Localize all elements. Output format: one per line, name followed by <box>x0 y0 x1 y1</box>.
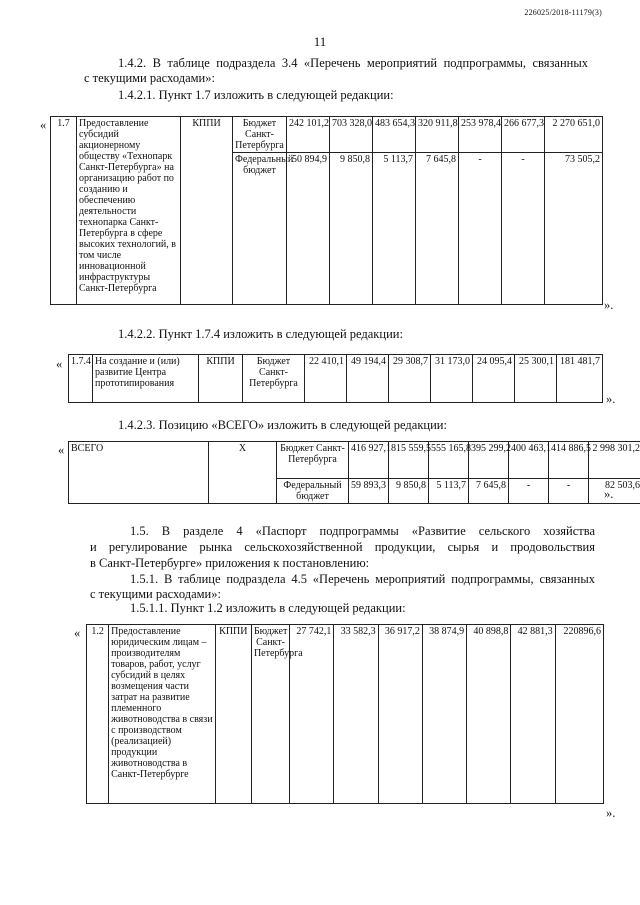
section-1-4-2-line2: с текущими расходами»: <box>84 71 215 85</box>
quote-close-2: ». <box>606 392 616 406</box>
total-label: ВСЕГО <box>69 442 209 504</box>
value-cell: 27 742,1 <box>290 625 334 804</box>
funding-source: Бюджет Санкт-Петербурга <box>277 442 349 479</box>
value-cell: 9 850,8 <box>389 479 429 504</box>
document-id: 226025/2018-11179(3) <box>524 8 602 17</box>
table-row <box>51 117 603 153</box>
value-cell: 38 874,9 <box>422 625 466 804</box>
table-row <box>69 355 603 403</box>
table-total <box>68 441 640 504</box>
quote-close-4: ». <box>606 806 616 820</box>
table-row <box>69 442 640 479</box>
section-1-5-1-line2: с текущими расходами»: <box>90 587 221 601</box>
value-cell: 815 559,5 <box>389 442 429 479</box>
section-1-5-1-line1: 1.5.1. В таблице подраздела 4.5 «Перечень мероприятий подпрограммы, связанных <box>130 572 595 586</box>
section-1-5-1-1: 1.5.1.1. Пункт 1.2 изложить в следующей редакции: <box>130 601 406 615</box>
total-cell: 181 481,7 <box>557 355 603 403</box>
table-item-1-7 <box>50 116 603 305</box>
executor: Х <box>209 442 277 504</box>
quote-open-2: « <box>56 357 63 371</box>
value-cell: 414 886,5 <box>549 442 589 479</box>
value-cell: 40 898,8 <box>467 625 511 804</box>
table-row <box>87 625 604 804</box>
value-cell: 7 645,8 <box>416 153 459 305</box>
item-description: Предоставление субсидий акционерному обществу «Технопарк Санкт-Петербурга» на организацию работ по созданию и обеспечению деятельности технопарка Санкт-Петербурга в сфере высоких технологий, в том числе инновационной инфраструктуры Санкт-Петербурга <box>77 117 181 305</box>
funding-source: Бюджет Санкт-Петербурга <box>243 355 305 403</box>
value-cell: 7 645,8 <box>469 479 509 504</box>
value-cell: 50 894,9 <box>287 153 330 305</box>
value-cell: 5 113,7 <box>373 153 416 305</box>
section-1-5-line3: в Санкт-Петербурге» приложения к постановлению: <box>90 556 370 570</box>
executor: КППИ <box>199 355 243 403</box>
value-cell: 59 893,3 <box>349 479 389 504</box>
value-cell: 395 299,2 <box>469 442 509 479</box>
value-cell: 36 917,2 <box>378 625 422 804</box>
total-cell: 82 503,6 <box>589 479 640 504</box>
value-cell: 42 881,3 <box>511 625 555 804</box>
value-cell: 400 463,1 <box>509 442 549 479</box>
value-cell: 555 165,8 <box>429 442 469 479</box>
value-cell: - <box>502 153 545 305</box>
value-cell: - <box>459 153 502 305</box>
section-1-4-2-1: 1.4.2.1. Пункт 1.7 изложить в следующей редакции: <box>118 88 394 102</box>
value-cell: 253 978,4 <box>459 117 502 153</box>
total-cell: 2 998 301,2 <box>589 442 640 479</box>
section-1-5-line2: и регулирование рынка сельскохозяйственной продукции, сырья и продовольствия <box>90 540 595 554</box>
total-cell: 73 505,2 <box>545 153 603 305</box>
quote-open-4: « <box>74 626 81 640</box>
section-1-5-line1: 1.5. В разделе 4 «Паспорт подпрограммы «Развитие сельского хозяйства <box>130 524 595 538</box>
value-cell: 242 101,2 <box>287 117 330 153</box>
value-cell: 416 927,1 <box>349 442 389 479</box>
value-cell: - <box>509 479 549 504</box>
value-cell: 703 328,0 <box>330 117 373 153</box>
value-cell: 483 654,3 <box>373 117 416 153</box>
value-cell: 24 095,4 <box>473 355 515 403</box>
value-cell: - <box>549 479 589 504</box>
quote-close-1: ». <box>604 298 614 312</box>
value-cell: 29 308,7 <box>389 355 431 403</box>
value-cell: 33 582,3 <box>334 625 378 804</box>
quote-close-3: ». <box>604 487 614 501</box>
item-number: 1.7.4 <box>69 355 93 403</box>
value-cell: 266 677,3 <box>502 117 545 153</box>
value-cell: 9 850,8 <box>330 153 373 305</box>
total-cell: 220896,6 <box>555 625 603 804</box>
funding-source: Федеральный бюджет <box>233 153 287 305</box>
value-cell: 5 113,7 <box>429 479 469 504</box>
executor: КППИ <box>215 625 251 804</box>
executor: КППИ <box>181 117 233 305</box>
quote-open-3: « <box>58 443 65 457</box>
quote-open-1: « <box>40 118 47 132</box>
total-cell: 2 270 651,0 <box>545 117 603 153</box>
section-1-4-2-2: 1.4.2.2. Пункт 1.7.4 изложить в следующей редакции: <box>118 327 403 341</box>
funding-source: Бюджет Санкт-Петербурга <box>233 117 287 153</box>
funding-source: Федеральный бюджет <box>277 479 349 504</box>
value-cell: 22 410,1 <box>305 355 347 403</box>
item-description: Предоставление юридическим лицам – производителям товаров, работ, услуг субсидий в целях возмещения части затрат на развитие племенного животноводства в связи с производством (реализацией) продукции животноводства в Санкт-Петербурге <box>109 625 216 804</box>
item-number: 1.7 <box>51 117 77 305</box>
item-number: 1.2 <box>87 625 109 804</box>
table-item-1-7-4 <box>68 354 603 403</box>
item-description: На создание и (или) развитие Центра прототипирования <box>93 355 199 403</box>
funding-source: Бюджет Санкт-Петербурга <box>251 625 289 804</box>
value-cell: 31 173,0 <box>431 355 473 403</box>
section-1-4-2-line1: 1.4.2. В таблице подраздела 3.4 «Перечень мероприятий подпрограммы, связанных <box>118 56 588 70</box>
table-item-1-2 <box>86 624 604 804</box>
value-cell: 320 911,8 <box>416 117 459 153</box>
value-cell: 25 300,1 <box>515 355 557 403</box>
page-number: 11 <box>313 34 327 49</box>
value-cell: 49 194,4 <box>347 355 389 403</box>
section-1-4-2-3: 1.4.2.3. Позицию «ВСЕГО» изложить в следующей редакции: <box>118 418 447 432</box>
